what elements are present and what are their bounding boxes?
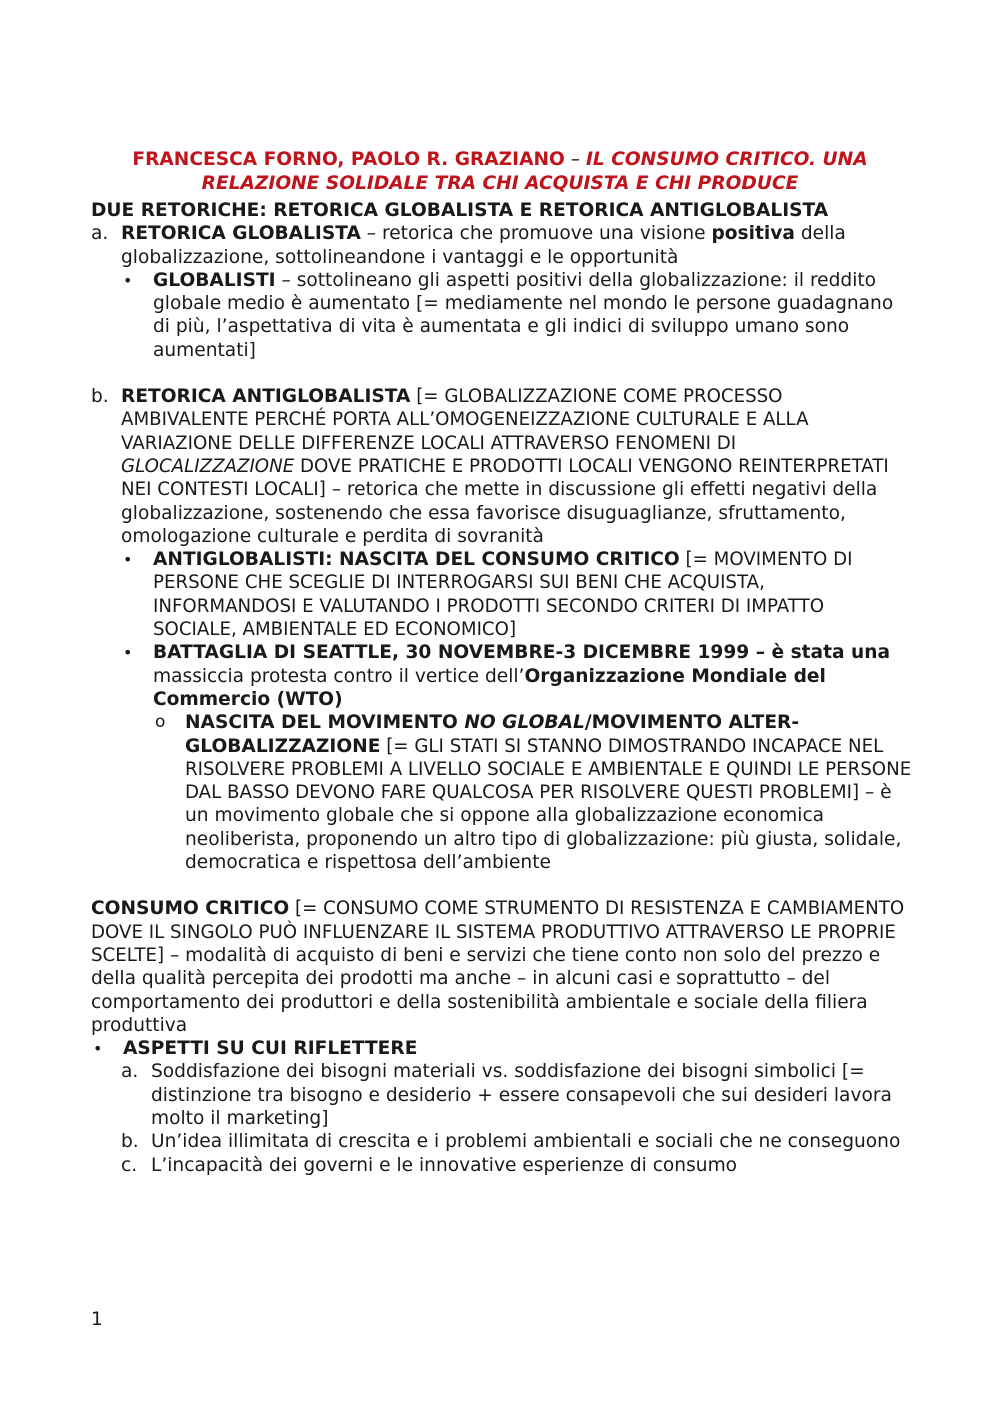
bold-term: BATTAGLIA DI SEATTLE, 30 NOVEMBRE-3 DICEMBRE 1999 – è stata una bbox=[153, 642, 891, 664]
body-text: – retorica che promuove una visione bbox=[360, 223, 712, 245]
list-item-globalista bbox=[91, 222, 911, 269]
bullet-icon: • bbox=[123, 643, 133, 663]
list-item-no-global bbox=[151, 711, 911, 874]
title-dash: – bbox=[564, 149, 586, 170]
bold-term: positiva bbox=[711, 223, 795, 245]
body-text: – sottolineano gli aspetti positivi della globalizzazione: il reddito globale medio è aumentato [= mediamente nel mondo le persone guadagnano di più, l’aspettativa di vita è aumentata e gli indici di sviluppo umano sono aumentati] bbox=[153, 269, 894, 361]
caps-text: DOVE PRATICHE E PRODOTTI LOCALI VENGONO REINTERPRETATI NEI CONTESTI LOCALI] bbox=[121, 455, 889, 501]
list-item-aspetti bbox=[91, 1037, 911, 1060]
list-item-text: L’incapacità dei governi e le innovative esperienze di consumo bbox=[151, 1154, 738, 1176]
bullet-icon: • bbox=[123, 270, 133, 290]
bold-term: RETORICA GLOBALISTA bbox=[121, 223, 361, 245]
bullet-icon: • bbox=[93, 1039, 103, 1059]
list-marker: c. bbox=[121, 1154, 138, 1176]
bold-italic-term: NO GLOBAL bbox=[464, 712, 585, 734]
body-text: – retorica che mette in discussione gli effetti negativi della globalizzazione, sostenendo che essa favorisce disuguaglianze, sfruttamento, omologazione culturale e perdita di sovranità bbox=[121, 479, 878, 547]
list-item bbox=[121, 1130, 911, 1153]
document-page bbox=[91, 148, 911, 1177]
caps-text: [= GLOBALIZZAZIONE COME PROCESSO AMBIVALENTE PERCHÉ PORTA ALL’OMOGENEIZZAZIONE CULTURALE E ALLA VARIAZIONE DELLE DIFFERENZE LOCALI ATTRAVERSO FENOMENI DI bbox=[121, 386, 809, 454]
list-item-text: Soddisfazione dei bisogni materiali vs. soddisfazione dei bisogni simbolici [= distinzione tra bisogno e desiderio + essere consapevoli che sui desideri lavora molto il marketing] bbox=[151, 1061, 892, 1129]
bold-term: /MOVIMENTO ALTER-GLOBALIZZAZIONE bbox=[185, 712, 800, 757]
document-title bbox=[85, 148, 915, 195]
page-number: 1 bbox=[91, 1309, 103, 1330]
spacer bbox=[91, 874, 911, 897]
paragraph-consumo-critico bbox=[91, 897, 911, 1037]
title-work-line2: RELAZIONE SOLIDALE TRA CHI ACQUISTA E CHI PRODUCE bbox=[201, 172, 799, 194]
bold-term: GLOBALISTI bbox=[153, 269, 276, 291]
body-text: della globalizzazione, sottolineandone i vantaggi e le opportunità bbox=[121, 223, 846, 268]
list-item-globalisti bbox=[121, 269, 911, 362]
title-work-line1: IL CONSUMO CRITICO. UNA bbox=[585, 149, 868, 170]
list-marker: a. bbox=[121, 1061, 139, 1083]
bold-term: RETORICA ANTIGLOBALISTA bbox=[121, 386, 411, 408]
bullet-icon: • bbox=[123, 550, 133, 570]
bold-term: NASCITA DEL MOVIMENTO bbox=[185, 712, 465, 734]
list-item-text: Un’idea illimitata di crescita e i problemi ambientali e sociali che ne conseguono bbox=[151, 1131, 901, 1153]
list-item bbox=[121, 1060, 911, 1130]
list-marker: a. bbox=[91, 223, 109, 245]
caps-text: [= CONSUMO COME STRUMENTO DI RESISTENZA E CAMBIAMENTO DOVE IL SINGOLO PUÒ INFLUENZARE IL SISTEMA PRODUTTIVO ATTRAVERSO LE PROPRIE SCELTE] bbox=[91, 898, 905, 966]
list-item-seattle bbox=[121, 641, 911, 711]
list-item bbox=[121, 1154, 911, 1177]
spacer bbox=[91, 362, 911, 385]
bold-term: ANTIGLOBALISTI: NASCITA DEL CONSUMO CRITICO bbox=[153, 549, 680, 571]
body-text: massiccia protesta contro il vertice dell’ bbox=[153, 665, 525, 687]
italic-term: GLOCALIZZAZIONE bbox=[121, 455, 295, 477]
bold-term: Organizzazione Mondiale del Commercio (WTO) bbox=[153, 665, 826, 710]
list-item-antiglobalista bbox=[91, 385, 911, 548]
list-marker: b. bbox=[121, 1131, 139, 1153]
caps-text: [= MOVIMENTO DI PERSONE CHE SCEGLIE DI INTERROGARSI SUI BENI CHE ACQUISTA, INFORMANDOSI E VALUTANDO I PRODOTTI SECONDO CRITERI DI IMPATTO SOCIALE, AMBIENTALE ED ECONOMICO] bbox=[153, 549, 853, 641]
caps-text: [= GLI STATI SI STANNO DIMOSTRANDO INCAPACE NEL RISOLVERE PROBLEMI A LIVELLO SOCIALE E AMBIENTALE E QUINDI LE PERSONE DAL BASSO DEVONO FARE QUALCOSA PER RISOLVERE QUESTI PROBLEMI] bbox=[185, 735, 912, 804]
bold-term: CONSUMO CRITICO bbox=[91, 898, 290, 920]
bold-term: ASPETTI SU CUI RIFLETTERE bbox=[123, 1038, 418, 1060]
list-marker: b. bbox=[91, 386, 109, 408]
body-text: – modalità di acquisto di beni e servizi che tiene conto non solo del prezzo e della qualità percepita dei prodotti ma anche – in alcuni casi e soprattutto – del comportamento dei produttori e della sostenibilità ambientale e sociale della filiera produttiva bbox=[91, 944, 881, 1036]
list-item-antiglobalisti bbox=[121, 548, 911, 641]
body-text: – è un movimento globale che si oppone alla globalizzazione economica neoliberista, proponendo un altro tipo di globalizzazione: più giusta, solidale, democratica e rispettosa dell’ambiente bbox=[185, 782, 902, 874]
section1-heading: DUE RETORICHE: RETORICA GLOBALISTA E RETORICA ANTIGLOBALISTA bbox=[91, 200, 829, 221]
title-authors: FRANCESCA FORNO, PAOLO R. GRAZIANO bbox=[132, 149, 565, 170]
circle-bullet-icon: o bbox=[155, 712, 166, 733]
